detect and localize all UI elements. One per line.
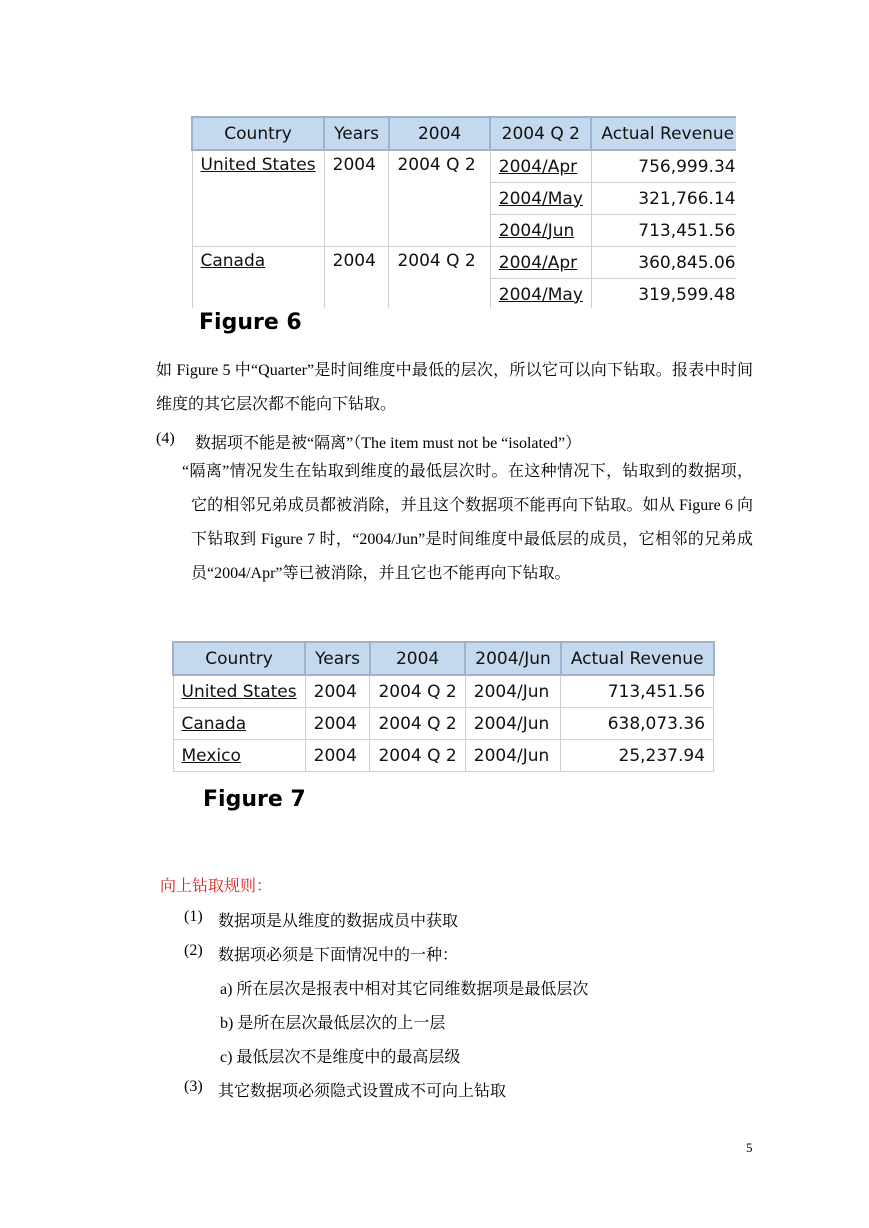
- revenue-cell: 713,451.56: [591, 215, 736, 247]
- rule-1-text: 数据项是从维度的数据成员中获取: [218, 913, 459, 930]
- year-cell: 2004: [324, 247, 389, 309]
- column-header: Years: [324, 117, 389, 150]
- month-cell: 2004/Jun: [465, 740, 561, 772]
- month-cell: [490, 279, 591, 309]
- country-cell: [192, 247, 324, 309]
- rule-1-number: (1): [184, 908, 203, 925]
- page-number: 5: [746, 1140, 753, 1155]
- table-row: [173, 675, 714, 708]
- table-row: [192, 247, 736, 279]
- month-cell: 2004/Jun: [465, 708, 561, 740]
- country-cell: [173, 675, 305, 708]
- country-cell: [173, 708, 305, 740]
- revenue-cell: 321,766.14: [591, 183, 736, 215]
- year-cell: 2004: [305, 675, 370, 708]
- figure-6-table: [191, 116, 736, 308]
- column-header: Country: [173, 642, 305, 675]
- month-link[interactable]: 2004/Apr: [498, 156, 578, 177]
- quarter-cell: 2004 Q 2: [370, 675, 465, 708]
- rule-3-number: (3): [184, 1078, 203, 1095]
- revenue-cell: 319,599.48: [591, 279, 736, 309]
- month-cell: 2004/Jun: [465, 675, 561, 708]
- quarter-cell: 2004 Q 2: [389, 150, 490, 247]
- paragraph-isolated-explanation: “隔离”情况发生在钻取到维度的最低层次时。在这种情况下，钻取到的数据项，它的相邻兄弟成员都被消除，并且这个数据项不能再向下钻取。如从 Figure 6 向下钻取到 Figure 7 时，“2004/Jun”是时间维度中最低层的成员，它相邻的兄弟成员“2004/Apr”等已被消除，并且它也不能再向下钻取。: [182, 463, 753, 582]
- item-4-number: (4): [156, 430, 175, 447]
- quarter-cell: 2004 Q 2: [370, 708, 465, 740]
- column-header: Actual Revenue: [591, 117, 736, 150]
- figure-7-table: [172, 641, 715, 772]
- month-cell: [490, 150, 591, 183]
- rule-2c-text: c) 最低层次不是维度中的最高层级: [220, 1049, 461, 1066]
- rule-2-text: 数据项必须是下面情况中的一种：: [218, 947, 459, 964]
- column-header: 2004/Jun: [465, 642, 561, 675]
- figure-6-table-image: [191, 116, 736, 308]
- column-header: Actual Revenue: [561, 642, 714, 675]
- figure-7-table-image: [172, 641, 727, 781]
- country-link[interactable]: United States: [181, 681, 297, 702]
- revenue-cell: 713,451.56: [561, 675, 714, 708]
- drill-up-rules-heading: 向上钻取规则：: [160, 878, 273, 895]
- month-link[interactable]: 2004/Jun: [498, 220, 575, 241]
- country-cell: [173, 740, 305, 772]
- revenue-cell: 638,073.36: [561, 708, 714, 740]
- rule-3-text: 其它数据项必须隐式设置成不可向上钻取: [218, 1083, 507, 1100]
- year-cell: 2004: [305, 740, 370, 772]
- month-cell: [490, 215, 591, 247]
- paragraph-figure5-note: 如 Figure 5 中“Quarter”是时间维度中最低的层次，所以它可以向下钻取。报表中时间维度的其它层次都不能向下钻取。: [156, 362, 753, 413]
- month-cell: [490, 247, 591, 279]
- country-link[interactable]: Canada: [181, 713, 247, 734]
- rule-2a-text: a) 所在层次是报表中相对其它同维数据项是最低层次: [220, 981, 589, 998]
- column-header: 2004: [389, 117, 490, 150]
- country-link[interactable]: United States: [200, 155, 316, 175]
- month-link[interactable]: 2004/May: [498, 188, 583, 209]
- table-row: [192, 150, 736, 183]
- table-row: [173, 740, 714, 772]
- month-cell: [490, 183, 591, 215]
- table-row: [173, 708, 714, 740]
- month-link[interactable]: 2004/Apr: [498, 252, 578, 273]
- column-header: 2004 Q 2: [490, 117, 591, 150]
- revenue-cell: 756,999.34: [591, 150, 736, 183]
- country-cell: [192, 150, 324, 247]
- country-link[interactable]: Mexico: [181, 745, 241, 766]
- column-header: 2004: [370, 642, 465, 675]
- month-link[interactable]: 2004/May: [498, 284, 583, 305]
- column-header: Years: [305, 642, 370, 675]
- quarter-cell: 2004 Q 2: [389, 247, 490, 309]
- item-4-text: 数据项不能是被“隔离”（The item must not be “isolated”）: [195, 435, 582, 452]
- year-cell: 2004: [324, 150, 389, 247]
- country-link[interactable]: Canada: [200, 251, 266, 271]
- figure-6-caption: Figure 6: [199, 310, 302, 335]
- revenue-cell: 360,845.06: [591, 247, 736, 279]
- figure-7-caption: Figure 7: [203, 787, 306, 812]
- rule-2b-text: b) 是所在层次最低层次的上一层: [220, 1015, 446, 1032]
- quarter-cell: 2004 Q 2: [370, 740, 465, 772]
- revenue-cell: 25,237.94: [561, 740, 714, 772]
- column-header: Country: [192, 117, 324, 150]
- year-cell: 2004: [305, 708, 370, 740]
- rule-2-number: (2): [184, 942, 203, 959]
